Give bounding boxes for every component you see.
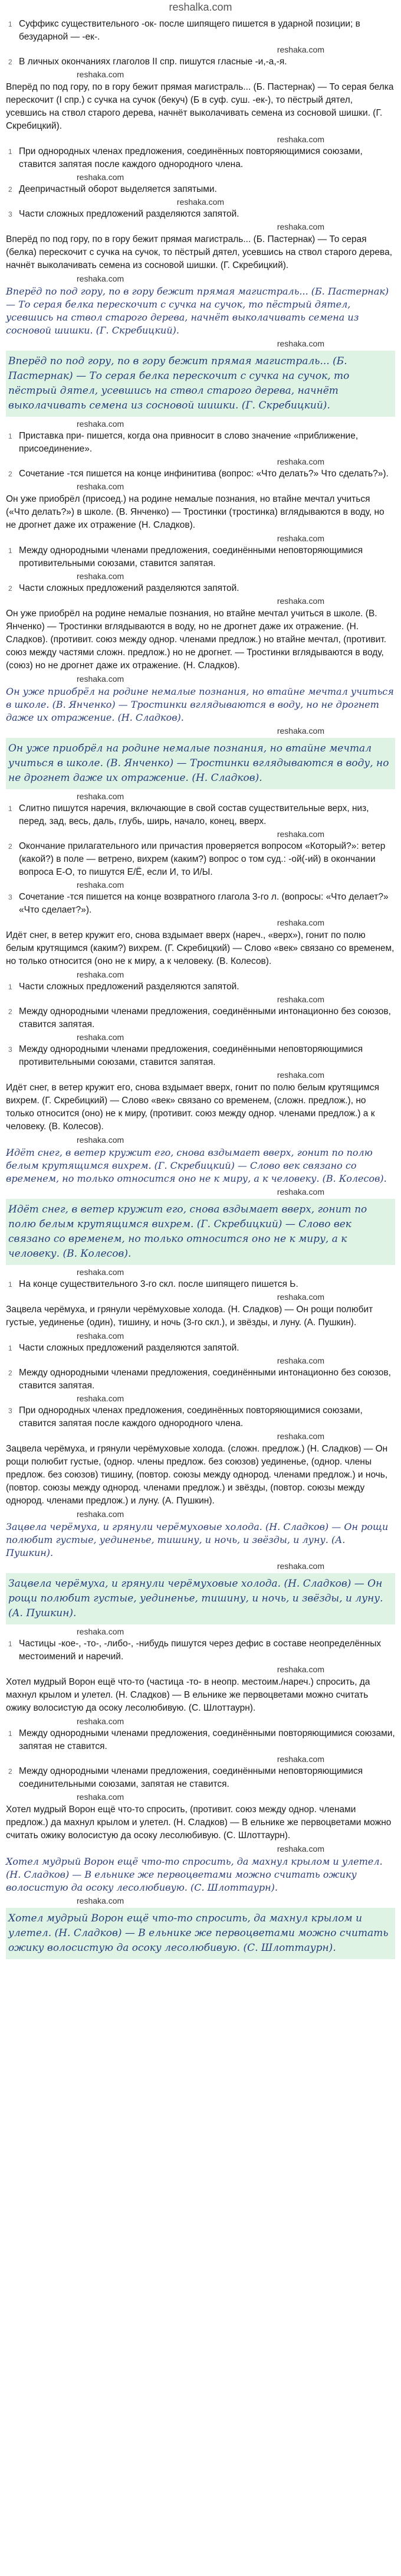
rule-note: 2 Окончание прилагательного или причастия проверяется вопросом «Который?»: ветер (какой?) в поле — ветрено, вихрем (каким?) вопрос о том суд.: -ой(-ий) в окончании вопроса Е-О, то пишутся Е/Ё, если И, то И/Ы. [8,841,386,877]
rule-note: 1 Между однородными членами предложения, соединёнными повторяющимися союзами, запятая не ставится. [8,1728,395,1751]
rule-note: 1 Между однородными членами предложения, соединёнными неповторяющимися противительными союзами, ставится запятая. [8,545,363,568]
watermark: reshaka.com [77,1267,124,1277]
rule-note: 3 При однородных членах предложения, соединённых повторяющимися союзами, ставится запятая после каждого однородного члена. [8,1405,363,1428]
watermark: reshaka.com [277,457,324,466]
handwritten-sentence: Он уже приобрёл на родине немалые познания, но втайне мечтал учиться в школе. (В. Янченко) — Тростинки вглядываются в воду, но не дрогнет даже их отражение. (Н. Сладков). [6,686,394,723]
watermark: reshaka.com [77,970,124,979]
punctuated-sentence: Он уже приобрёл на родине немалые познания, но втайне мечтал учиться в школе. (В. Янченко) — Тростинки вглядываются в воду, но не дрогнет даже их отражение. (Н. Сладков). (противит. союз между однор. членами предлож.) но втайне мечтал, (противит. союз между частями сложн. предлож.) но не дрогнет. — Тростинки вглядываются в воду, (союз) но не дрогнет даже их отражение. (Н. Сладков). [6,609,387,671]
handwritten-sentence: Идёт снег, в ветер кружит его, снова вздымает вверх, гонит по полю белым крутящимся вихрем. (Г. Скребицкий) — Слово век связано со временем, но только относится оно не к миру, а к человеку. (В. Колесов). [6,1147,387,1184]
item-number: 1 [8,983,12,991]
watermark: reshaka.com [77,482,124,491]
watermark: reshaka.com [77,571,124,581]
item-number: 1 [8,1640,12,1648]
item-number: 3 [8,1045,12,1054]
watermark: reshaka.com [77,880,124,890]
watermark: reshaka.com [77,1792,124,1802]
highlighted-answer: Идёт снег, в ветер кружит его, снова вздымает вверх, гонит по полю белым крутящимся вихрем. (Г. Скребицкий) — Слово век связано со временем, но только относится оно не к миру, а к человеку. (В. Колесов). [6,1199,395,1265]
punctuated-sentence: Вперёд по под гору, по в гору бежит прямая магистраль... (Б. Пастернак) — То серая (белка) перескочит с сучка на сучок, то пёстрый дятел, усевшись на ствол старого дерева, начнёт выколачивать семена из сосновой шишки. (Г. Скребицкий). [6,234,393,270]
rule-note: 3 Части сложных предложений разделяются запятой. [6,208,395,221]
watermark: reshaka.com [77,1331,124,1341]
watermark: reshaka.com [277,726,324,735]
watermark: reshaka.com [277,829,324,839]
rule-note: 2 Между однородными членами предложения, соединёнными неповторяющимися соединительными союзами, запятая не ставится. [8,1766,363,1789]
handwritten-sentence: Вперёд по под гору, по в гору бежит прямая магистраль... (Б. Пастернак) — То серая белка перескочит с сучка на сучок, то пёстрый дятел, усевшись на ствол старого дерева, начнёт выколачивать семена из сосновой шишки. (Г. Скребицкий). [6,286,389,336]
rule-note: 2 Между однородными членами предложения, соединёнными интонационно без союзов, ставится запятая. [8,1368,391,1391]
item-number: 2 [8,58,12,66]
watermark: reshaka.com [277,1187,324,1197]
item-number: 2 [8,1767,12,1776]
item-number: 3 [8,1407,12,1415]
solution-content [0,18,401,1959]
watermark: reshaka.com [277,1665,324,1674]
watermark: reshaka.com [277,1292,324,1302]
watermark: reshaka.com [77,419,124,429]
watermark: reshaka.com [277,995,324,1004]
rule-note: 2 В личных окончаниях глаголов II спр. пишутся гласные -и,-а,-я. [6,55,395,68]
watermark: reshaka.com [277,1561,324,1571]
analysed-sentence: Идёт снег, в ветер кружит его, снова вздымает вверх (нареч., «верх»), гонит по полю белым крутящимся (каким?) вихрем. (Г. Скребицкий) — Слово «век» связано со временем, но только относится (оно не к миру, а к человеку. (В. Колесов). [6,930,395,966]
watermark: reshaka.com [277,596,324,606]
rule-note: 2 Деепричастный оборот выделяется запятыми. [6,183,395,196]
site-title[interactable]: reshalka.com [169,1,232,13]
watermark: reshaka.com [77,172,124,182]
watermark: reshaka.com [77,70,124,79]
highlighted-answer: Зацвела черёмуха, и грянули черёмуховые холода. (Н. Сладков) — Он рощи полюбит густые, уединенье, тишину, и ночь, и звёзды, и луну. (А. Пушкин). [6,1573,395,1624]
rule-note: 1 Суффикс существительного -ок- после шипящего пишется в ударной позиции; в безударной — -ек-. [8,19,360,42]
watermark: reshaka.com [277,1754,324,1764]
item-number: 1 [8,148,12,156]
item-number: 3 [8,893,12,901]
rule-note: 2 Части сложных предложений разделяются запятой. [6,582,395,595]
highlighted-answer: Хотел мудрый Ворон ещё что-то спросить, да махнул крылом и улетел. (Н. Сладков) — В ельнике же первоцветами можно считать ожику волосистую да осоку лесолюбивую. (С. Шлоттаурн). [6,1908,395,1959]
handwritten-sentence: Зацвела черёмуха, и грянули черёмуховые холода. (Н. Сладков) — Он рощи полюбит густые, уединенье, тишину, и ночь, и звёзды, и луну. (А. Пушкин). [6,1521,389,1558]
item-number: 3 [8,210,12,218]
item-number: 1 [8,1344,12,1352]
rule-note: 1 Части сложных предложений разделяются запятой. [6,980,395,993]
rule-note: 2 Между однородными членами предложения, соединёнными интонационно без союзов, ставится запятая. [8,1006,391,1029]
watermark: reshaka.com [77,1627,124,1636]
watermark: reshaka.com [77,1135,124,1145]
watermark: reshaka.com [77,1032,124,1042]
punctuated-sentence: Идёт снег, в ветер кружит его, снова вздымает вверх, гонит по полю белым крутящимся вихрем. (Г. Скребицкий) — Слово «век» связано со временем, (сложн. предлож.), но только относится (оно) не к миру, (противит. союз между однор. членами предлож.) а к человеку. (В. Колесов). [6,1083,380,1132]
highlighted-answer: Вперёд по под гору, по в гору бежит прямая магистраль... (Б. Пастернак) — То серая белка перескочит с сучка на сучок, то пёстрый дятел, усевшись на ствол старого дерева, начнёт выколачивать семена из сосновой шишки. (Г. Скребицкий). [6,351,395,417]
item-number: 1 [8,805,12,813]
watermark: reshaka.com [277,1431,324,1441]
watermark: reshaka.com [77,1394,124,1403]
watermark: reshaka.com [277,135,324,144]
watermark: reshaka.com [77,1717,124,1726]
analysed-sentence: Вперёд по под гору, по в гору бежит прямая магистраль... (Б. Пастернак) — То серая белка перескочит (I спр.) с сучка на сучок (бекуч) (Б в суф. суш. -ек-), то пёстрый дятел, усевшись на ствол старого дерева, начнёт выколачивать семена из сосновой шишки. (Г. Скребицкий). [6,82,394,131]
item-number: 2 [8,842,12,851]
rule-note: 2 Сочетание -тся пишется на конце инфинитива (вопрос: «Что делать?» Что сделать?»). [6,468,395,480]
rule-note: 1 Приставка при- пишется, когда она привносит в слово значение «приближение, присоединение». [8,431,359,454]
rule-note: 1 Частицы -кое-, -то-, -либо-, -нибудь пишутся через дефис в составе неопределённых местоимений и наречий. [8,1639,382,1662]
rule-note: 3 Между однородными членами предложения, соединёнными неповторяющимися противительными союзами, ставится запятая. [8,1044,363,1067]
watermark: reshaka.com [277,222,324,231]
item-number: 2 [8,584,12,593]
highlighted-answer: Он уже приобрёл на родине немалые познания, но втайне мечтал учиться в школе. (В. Янченко) — Тростинки вглядываются в воду, но не дрогнет даже их отражение. (Н. Сладков). [6,738,395,789]
item-number: 1 [8,432,12,440]
analysed-sentence: Он уже приобрёл (присоед.) на родине немалые познания, но втайне мечтал учиться («Что делать?») в школе. (В. Янченко) — Тростинки (тростинка) вглядываются в воду, но не дрогнет даже их отражение (Н. Сладков). [6,494,384,530]
watermark: reshaka.com [277,1070,324,1080]
watermark: reshaka.com [77,1896,124,1905]
rule-note: 1 Части сложных предложений разделяются запятой. [6,1342,395,1355]
watermark: reshaka.com [77,674,124,684]
punctuated-sentence: Зацвела черёмуха, и грянули черёмуховые холода. (сложн. предлож.) (Н. Сладков) — Он рощи полюбит густые, (однор. члены предлож. без союзов) уединенье, (однор. члены предлож. без союзов) тишину, (повтор. союзы между однород. членами предлож.) и ночь, (повтор. союзы между однород. членами предлож.) и звёзды, (повтор. союзы между однород. членами предлож.) и луну. (А. Пушкин). [6,1444,388,1506]
item-number: 2 [8,470,12,478]
item-number: 1 [8,1730,12,1738]
watermark: reshaka.com [277,1356,324,1365]
watermark: reshaka.com [277,1844,324,1853]
analysed-sentence: Хотел мудрый Ворон ещё что-то (частица -то- в неопр. местоим./нареч.) спросить, да махнул крылом и улетел. (Н. Сладков) — В ельнике же первоцветами можно считать ожику волосистую да осоку лесолюбивую. (С. Шлоттаурн). [6,1677,370,1713]
rule-note: 1 На конце существительного 3-го скл. после шипящего пишется Ь. [6,1278,395,1291]
watermark: reshaka.com [176,197,225,207]
rule-note: 1 При однородных членах предложения, соединённых повторяющимися союзами, ставится запятая после каждого однородного члена. [8,146,363,169]
watermark: reshaka.com [77,792,124,801]
handwritten-sentence: Хотел мудрый Ворон ещё что-то спросить, да махнул крылом и улетел. (Н. Сладков) — В ельнике же первоцветами можно считать ожику волосистую да осоку лесолюбивую. (С. Шлоттаурн). [6,1856,383,1893]
item-number: 2 [8,1008,12,1016]
watermark: reshaka.com [277,339,324,348]
watermark: reshaka.com [277,918,324,927]
item-number: 2 [8,185,12,194]
rule-note: 3 Сочетание -тся пишется на конце возвратного глагола 3-го л. (вопросы: «Что делает?» «Что сделает?»). [8,892,389,915]
item-number: 2 [8,1369,12,1377]
watermark: reshaka.com [77,1509,124,1519]
watermark: reshaka.com [277,45,324,54]
watermark: reshaka.com [277,534,324,543]
item-number: 1 [8,1280,12,1289]
punctuated-sentence: Хотел мудрый Ворон ещё что-то спросить, (противит. союз между однор. членами предлож.) да махнул крылом и улетел. (Н. Сладков) — В ельнике же первоцветами можно считать ожику волосистую да осоку лесолюбивую. (С. Шлоттаурн). [6,1804,392,1841]
item-number: 1 [8,547,12,555]
analysed-sentence: Зацвела черёмуха, и грянули черёмуховые холода. (Н. Сладков) — Он рощи полюбит густые, уединенье (один), тишину, и ночь (3-го скл.), и звёзды, и луну. (А. Пушкин). [6,1305,373,1328]
rule-note: 1 Слитно пишутся наречия, включающие в свой состав существительные верх, низ, перед, зад, весь, даль, глубь, ширь, начало, конец, вверх. [8,803,369,826]
item-number: 1 [8,20,12,28]
watermark: reshaka.com [77,274,124,283]
